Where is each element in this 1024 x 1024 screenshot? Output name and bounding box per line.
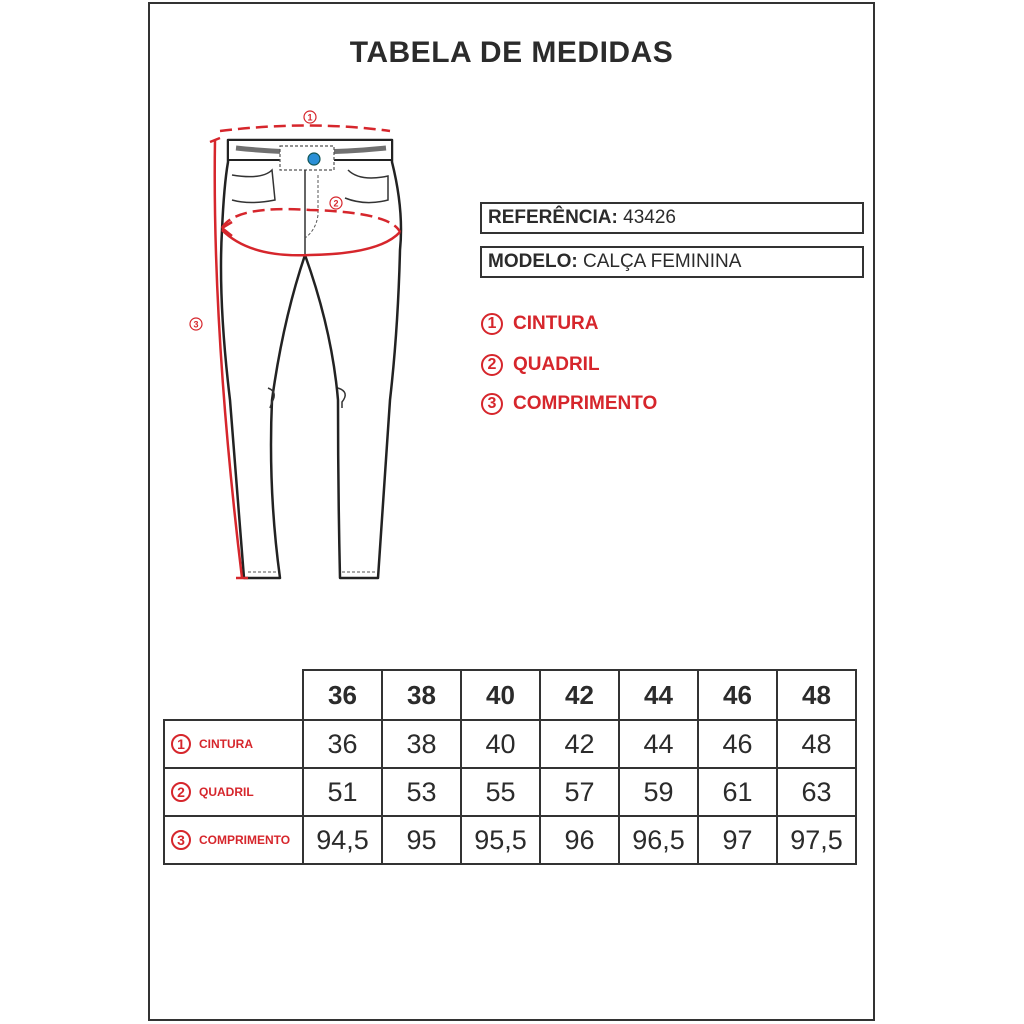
row-label: QUADRIL [199,785,254,799]
model-value: CALÇA FEMININA [583,251,742,272]
size-header: 44 [619,670,698,720]
row-header [164,768,303,816]
page-title: TABELA DE MEDIDAS [349,36,674,69]
table-cell: 48 [777,720,856,768]
model-label: MODELO: [488,251,578,272]
size-header-row [164,670,856,720]
legend-number: 3 [481,393,503,415]
reference-value: 43426 [623,207,676,228]
size-header: 42 [540,670,619,720]
table-row [164,720,856,768]
table-cell: 95 [382,816,461,864]
legend-label: QUADRIL [513,354,600,375]
button-icon [308,153,320,165]
table-cell: 42 [540,720,619,768]
legend-number: 1 [481,313,503,335]
row-label: COMPRIMENTO [199,833,291,847]
table-cell: 44 [619,720,698,768]
waist-measure [220,126,390,132]
table-cell: 61 [698,768,777,816]
size-header: 40 [461,670,540,720]
table-cell: 40 [461,720,540,768]
table-cell: 59 [619,768,698,816]
table-cell: 36 [303,720,382,768]
table-cell: 63 [777,768,856,816]
size-table [163,669,857,865]
marker-1: 1 [307,112,313,123]
table-cell: 55 [461,768,540,816]
marker-2: 2 [333,198,339,209]
table-cell: 97 [698,816,777,864]
legend-number: 2 [481,354,503,376]
size-header: 38 [382,670,461,720]
table-cell: 46 [698,720,777,768]
reference-label: REFERÊNCIA: [488,207,618,228]
row-number: 3 [171,830,191,850]
size-header: 48 [777,670,856,720]
legend-item-length [481,390,657,418]
table-row [164,816,856,864]
table-cell: 53 [382,768,461,816]
table-corner [164,670,303,720]
table-cell: 51 [303,768,382,816]
marker-3: 3 [193,319,199,330]
size-header: 36 [303,670,382,720]
row-header [164,816,303,864]
hip-measure [222,209,400,255]
table-cell: 96,5 [619,816,698,864]
row-label: CINTURA [199,737,253,751]
legend-label: CINTURA [513,313,599,334]
legend-item-hip [481,351,600,379]
legend-item-waist [481,310,599,338]
row-number: 2 [171,782,191,802]
row-header [164,720,303,768]
table-cell: 95,5 [461,816,540,864]
reference-box [480,202,864,234]
table-cell: 96 [540,816,619,864]
row-number: 1 [171,734,191,754]
model-box [480,246,864,278]
table-cell: 38 [382,720,461,768]
table-cell: 57 [540,768,619,816]
table-row [164,768,856,816]
length-measure [210,138,248,578]
pants-diagram [180,100,420,590]
pants-outline [221,140,401,578]
legend-label: COMPRIMENTO [513,393,658,414]
table-cell: 94,5 [303,816,382,864]
size-header: 46 [698,670,777,720]
table-cell: 97,5 [777,816,856,864]
